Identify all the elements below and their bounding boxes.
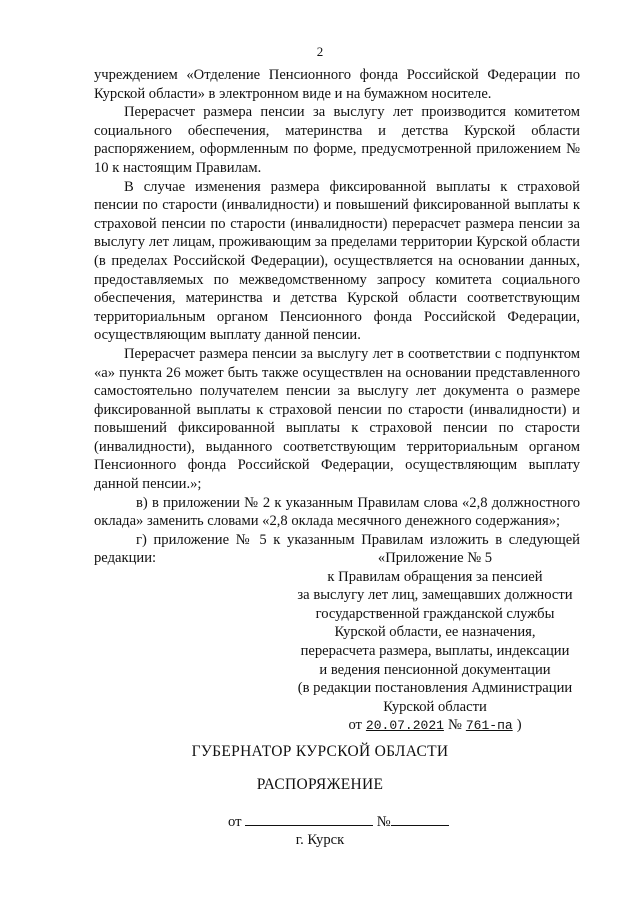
appendix-date: 20.07.2021 [365,718,444,734]
appendix-date-line [270,716,600,736]
paragraph-5: в) в приложении № 2 к указанным Правилам слова «2,8 должностного оклада» заменить словами «2,8 оклада месячного денежного содержания»; [94,494,580,530]
appendix-number-label: № [447,717,462,734]
appendix-close: ) [516,717,522,734]
paragraph-3: В случае изменения размера фиксированной выплаты к страховой пенсии по старости (инвалидности) и повышений фиксированной выплаты к страховой пенсии по старости (инвалидности) перерасчет размера пенсии за выслугу лет лицам, проживающим за пределами территории Курской области (в пределах Российской Федерации), осуществляется на основании данных, предоставляемых по межведомственному запросу комитета социального обеспечения, материнства и детства Курской области соответствующим территориальным органом Пенсионного фонда Российской Федерации, осуществляющим выплату данной пенсии. [94,178,580,344]
city-label: г. Курск [295,832,345,848]
form-date-blank [245,813,373,826]
appendix-line: и ведения пенсионной документации [319,661,551,678]
document-type-heading: РАСПОРЯЖЕНИЕ [256,776,384,793]
form-number-label: № [376,814,391,830]
appendix-line: к Правилам обращения за пенсией [327,568,543,585]
appendix-header [270,549,600,736]
form-number-blank [391,813,449,826]
appendix-line: «Приложение № 5 [377,550,493,566]
appendix-line: перерасчета размера, выплаты, индексации [300,642,570,659]
governor-heading: ГУБЕРНАТОР КУРСКОЙ ОБЛАСТИ [191,743,449,760]
appendix-line: Курской области [383,698,487,715]
paragraph-6: г) приложение № 5 к указанным Правилам изложить в следующей редакции: [94,531,580,567]
paragraph-2: Перерасчет размера пенсии за выслугу лет производится комитетом социального обеспечения, материнства и детства Курской области распоряжением, оформленным по форме, предусмотренной приложением № 10 к настоящим Правилам. [94,104,580,176]
paragraph-4: Перерасчет размера пенсии за выслугу лет в соответствии с подпунктом «а» пункта 26 может быть также осуществлен на основании представленного самостоятельно получателем пенсии за выслугу лет документа о размере фиксированной выплаты к страховой пенсии по старости (инвалидности) и повышений фиксированной выплаты к страховой пенсии по старости (инвалидности), выданного соответствующим территориальным органом Пенсионного фонда Российской Федерации, осуществляющим выплату данной пенсии.»; [94,345,580,493]
appendix-line: государственной гражданской службы [315,605,555,622]
form-from-label: от [228,814,242,830]
page-number: 2 [316,44,324,59]
form-date-number-line [228,813,449,831]
appendix-from-label: от [348,717,362,734]
paragraph-1: учреждением «Отделение Пенсионного фонда Российской Федерации по Курской области» в электронном виде и на бумажном носителе. [94,67,580,102]
appendix-line: за выслугу лет лиц, замещавших должности [297,587,573,604]
body-text [94,66,580,568]
appendix-line: Курской области, ее назначения, [334,624,536,641]
appendix-line: (в редакции постановления Администрации [297,680,573,697]
appendix-number: 761-па [465,718,513,734]
